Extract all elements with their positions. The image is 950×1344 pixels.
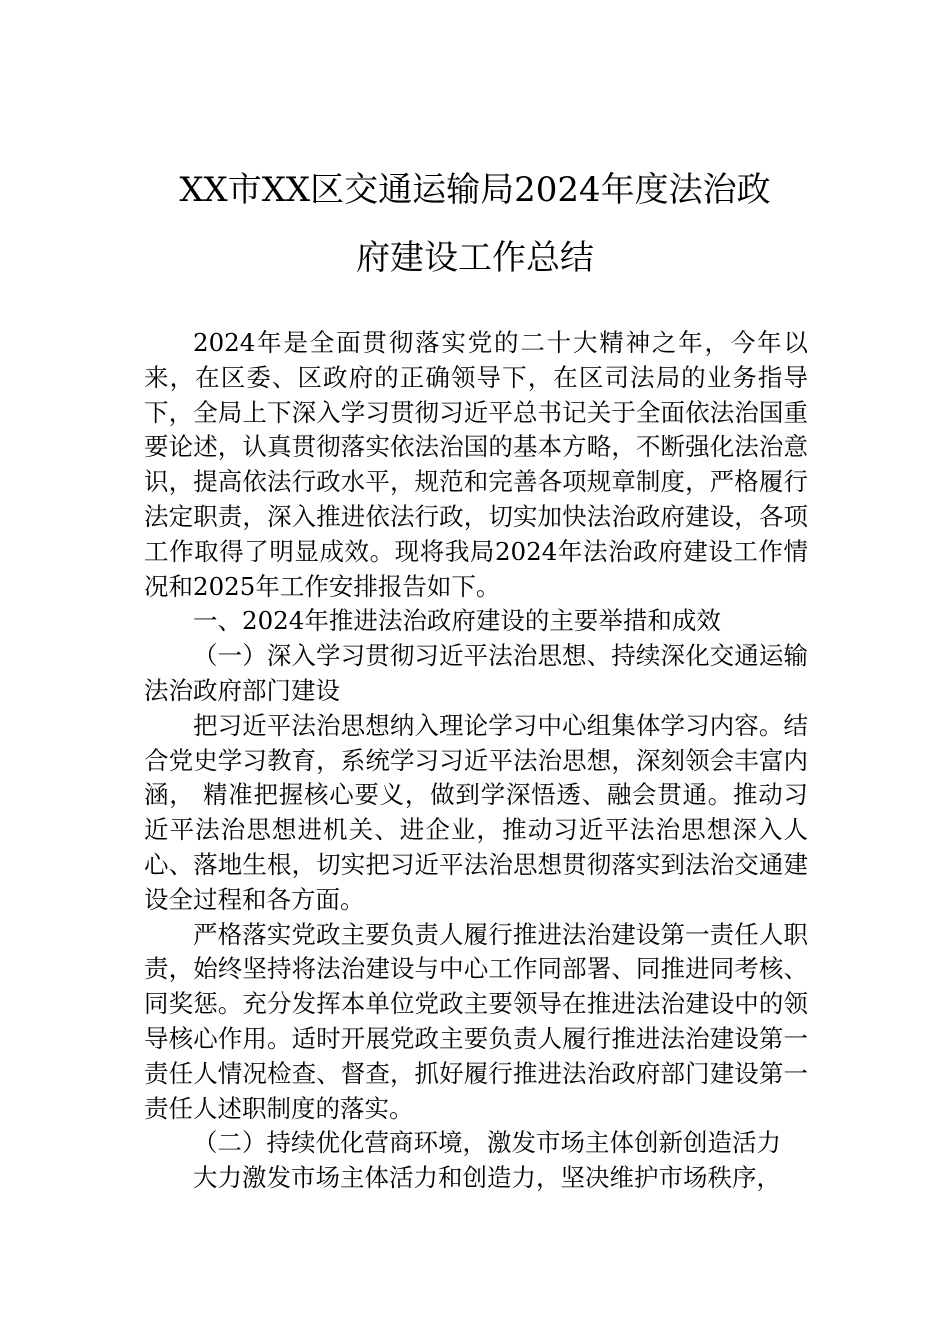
body-paragraph: 把习近平法治思想纳入理论学习中心组集体学习内容。结合党史学习教育，系统学习习近平法治思想，深刻领会丰富内涵， 精准把握核心要义，做到学深悟透、融会贯通。推动习近平法治思想进机关、进企业，推动习近平法治思想深入人心、落地生根，切实把习近平法治思想贯彻落实到法治交通建设全过程和各方面。	[144, 710, 808, 914]
subsection-heading-1: （一）深入学习贯彻习近平法治思想、持续深化交通运输法治政府部门建设	[144, 641, 808, 705]
body-paragraph: 大力激发市场主体活力和创造力，坚决维护市场秩序，	[193, 1163, 781, 1193]
document-body	[144, 326, 808, 1196]
subsection-heading-2: （二）持续优化营商环境，激发市场主体创新创造活力	[193, 1128, 781, 1158]
document-title-line-2: 府建设工作总结	[356, 238, 594, 278]
body-paragraph: 严格落实党政主要负责人履行推进法治建设第一责任人职责，始终坚持将法治建设与中心工作同部署、同推进同考核、同奖惩。充分发挥本单位党政主要领导在推进法治建设中的领导核心作用。适时开展党政主要负责人履行推进法治建设第一责任人情况检查、督查，抓好履行推进法治政府部门建设第一责任人述职制度的落实。	[144, 919, 808, 1123]
intro-paragraph: 2024年是全面贯彻落实党的二十大精神之年，今年以来，在区委、区政府的正确领导下，在区司法局的业务指导下，全局上下深入学习贯彻习近平总书记关于全面依法治国重要论述，认真贯彻落实依法治国的基本方略，不断强化法治意识，提高依法行政水平，规范和完善各项规章制度，严格履行法定职责，深入推进依法行政，切实加快法治政府建设，各项工作取得了明显成效。现将我局2024年法治政府建设工作情况和2025年工作安排报告如下。	[144, 328, 808, 601]
document-title-line-1: XX市XX区交通运输局2024年度法治政	[179, 170, 771, 210]
section-heading-1: 一、2024年推进法治政府建设的主要举措和成效	[193, 606, 721, 636]
